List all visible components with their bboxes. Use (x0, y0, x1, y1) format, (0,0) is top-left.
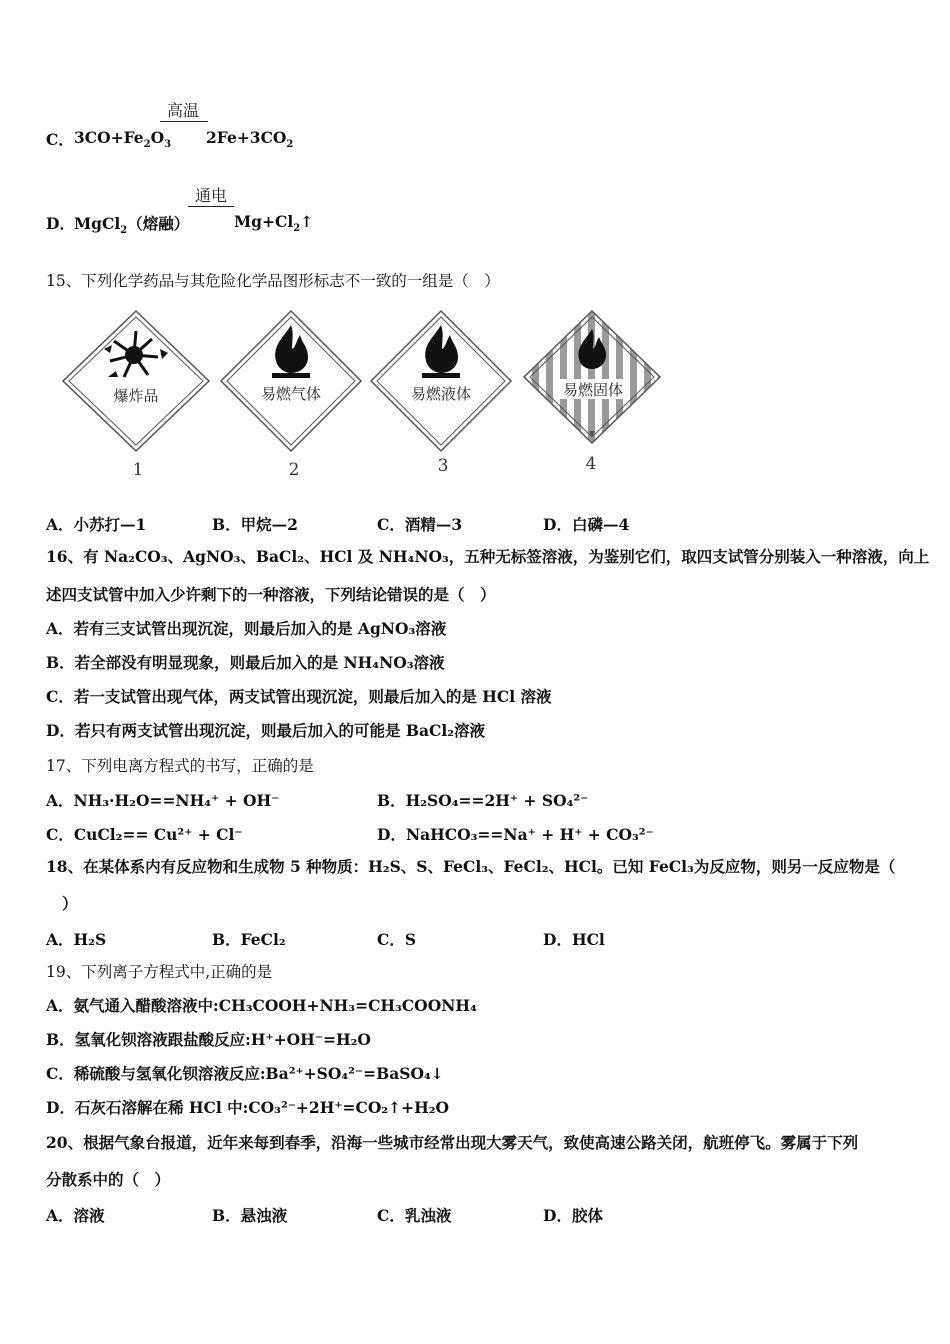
q14-d-sub2: 2 (293, 223, 301, 235)
q17-option-d[interactable]: D．NaHCO₃==Na⁺ + H⁺ + CO₃²⁻ (377, 825, 654, 844)
sign-3-number: 3 (437, 456, 449, 476)
q19-option-b[interactable]: B．氢氧化钡溶液跟盐酸反应:H⁺+OH⁻=H₂O (46, 1030, 371, 1049)
q14-d-right: Mg+Cl (234, 212, 294, 231)
sign-1-label: 爆炸品 (113, 387, 159, 405)
sign-4-label: 易燃固体 (562, 381, 624, 399)
q16-option-d[interactable]: D．若只有两支试管出现沉淀，则最后加入的可能是 BaCl₂溶液 (46, 721, 485, 740)
sign-explosive (63, 311, 209, 451)
q19-option-a[interactable]: A．氨气通入醋酸溶液中:CH₃COOH+NH₃=CH₃COONH₄ (46, 996, 477, 1015)
q14-d-left: MgCl (74, 214, 121, 233)
q17-option-c[interactable]: C．CuCl₂== Cu²⁺ + Cl⁻ (46, 825, 243, 844)
q20-stem-line2: 分散系中的（ ） (46, 1170, 171, 1189)
q16-option-a[interactable]: A．若有三支试管出现沉淀，则最后加入的是 AgNO₃溶液 (46, 619, 447, 638)
q15-option-a[interactable]: A．小苏打—1 (46, 515, 147, 534)
q14-d-condition: 通电 (195, 186, 228, 205)
q14-d-reaction-line (188, 206, 234, 207)
q14-d-paren: （熔融） (127, 214, 190, 233)
q14-d-reactants (74, 212, 189, 236)
q18-stem-line1: 18、在某体系内有反应物和生成物 5 种物质：H₂S、S、FeCl₃、FeCl₂、HCl。已知 FeCl₃为反应物，则另一反应物是（ (46, 857, 896, 876)
q18-option-d[interactable]: D．HCl (543, 930, 605, 949)
q18-option-a[interactable]: A．H₂S (46, 930, 107, 949)
q18-stem-line2: ） (62, 894, 78, 913)
q15-option-d[interactable]: D．白磷—4 (543, 515, 630, 534)
q14-c-reactants (74, 128, 171, 150)
sign-4-number: 4 (585, 454, 597, 474)
q20-option-d[interactable]: D．胶体 (543, 1206, 603, 1225)
sign-2-number: 2 (288, 460, 300, 480)
q17-stem: 17、下列电离方程式的书写，正确的是 (46, 757, 314, 775)
q14-c-label: C． (46, 130, 74, 149)
q20-stem-line1: 20、根据气象台报道，近年来每到春季，沿海一些城市经常出现大雾天气，致使高速公路关闭，航班停飞。雾属于下列 (46, 1133, 859, 1152)
q18-option-c[interactable]: C．S (377, 930, 417, 949)
q17-option-b[interactable]: B．H₂SO₄==2H⁺ + SO₄²⁻ (377, 791, 589, 810)
q15-option-c[interactable]: C．酒精—3 (377, 515, 463, 534)
sign-flammable-liquid (371, 311, 511, 451)
q16-option-b[interactable]: B．若全部没有明显现象，则最后加入的是 NH₄NO₃溶液 (46, 653, 445, 672)
hazard-signs-svg (56, 305, 666, 485)
sign-1-number: 1 (132, 460, 144, 480)
q14-c-reaction-line (160, 121, 208, 122)
q16-option-c[interactable]: C．若一支试管出现气体，两支试管出现沉淀，则最后加入的是 HCl 溶液 (46, 687, 552, 706)
sign-2-label: 易燃气体 (260, 385, 322, 403)
q14-d-products (234, 212, 313, 234)
q15-stem: 15、下列化学药品与其危险化学品图形标志不一致的一组是（ ） (46, 272, 500, 290)
q14-c-right: 2Fe+3CO (206, 128, 287, 147)
q14-c-sub2: 3 (164, 139, 172, 151)
q16-stem-line1: 16、有 Na₂CO₃、AgNO₃、BaCl₂、HCl 及 NH₄NO₃，五种无标签溶液，为鉴别它们，取四支试管分别装入一种溶液，向上 (46, 547, 930, 566)
q20-option-b[interactable]: B．悬浊液 (212, 1206, 288, 1225)
q14-d-sub1: 2 (120, 225, 128, 237)
q19-option-c[interactable]: C．稀硫酸与氢氧化钡溶液反应:Ba²⁺+SO₄²⁻=BaSO₄↓ (46, 1064, 444, 1083)
q14-c-left: 3CO+Fe (74, 128, 144, 147)
q20-option-a[interactable]: A．溶液 (46, 1206, 105, 1225)
q14-c-products (206, 128, 293, 150)
sign-3-label: 易燃液体 (410, 385, 472, 403)
q18-option-b[interactable]: B．FeCl₂ (212, 930, 286, 949)
q17-option-a[interactable]: A．NH₃·H₂O==NH₄⁺ + OH⁻ (46, 791, 280, 810)
q14-d-arrow: ↑ (300, 212, 314, 231)
sign-flammable-gas (221, 311, 361, 451)
q15-option-b[interactable]: B．甲烷—2 (212, 515, 298, 534)
q16-stem-line2: 述四支试管中加入少许剩下的一种溶液，下列结论错误的是（ ） (46, 585, 496, 604)
q14-c-mid: O (150, 128, 165, 147)
q14-c-condition: 高温 (167, 101, 200, 120)
q20-option-c[interactable]: C．乳浊液 (377, 1206, 452, 1225)
q14-c-sub3: 2 (286, 139, 294, 151)
q19-stem: 19、下列离子方程式中,正确的是 (46, 963, 273, 981)
hazard-signs (56, 305, 666, 485)
sign-flammable-solid (524, 311, 660, 443)
q14-c-sub1: 2 (143, 139, 151, 151)
q14-d-label: D． (46, 214, 75, 233)
q19-option-d[interactable]: D．石灰石溶解在稀 HCl 中:CO₃²⁻+2H⁺=CO₂↑+H₂O (46, 1098, 450, 1117)
